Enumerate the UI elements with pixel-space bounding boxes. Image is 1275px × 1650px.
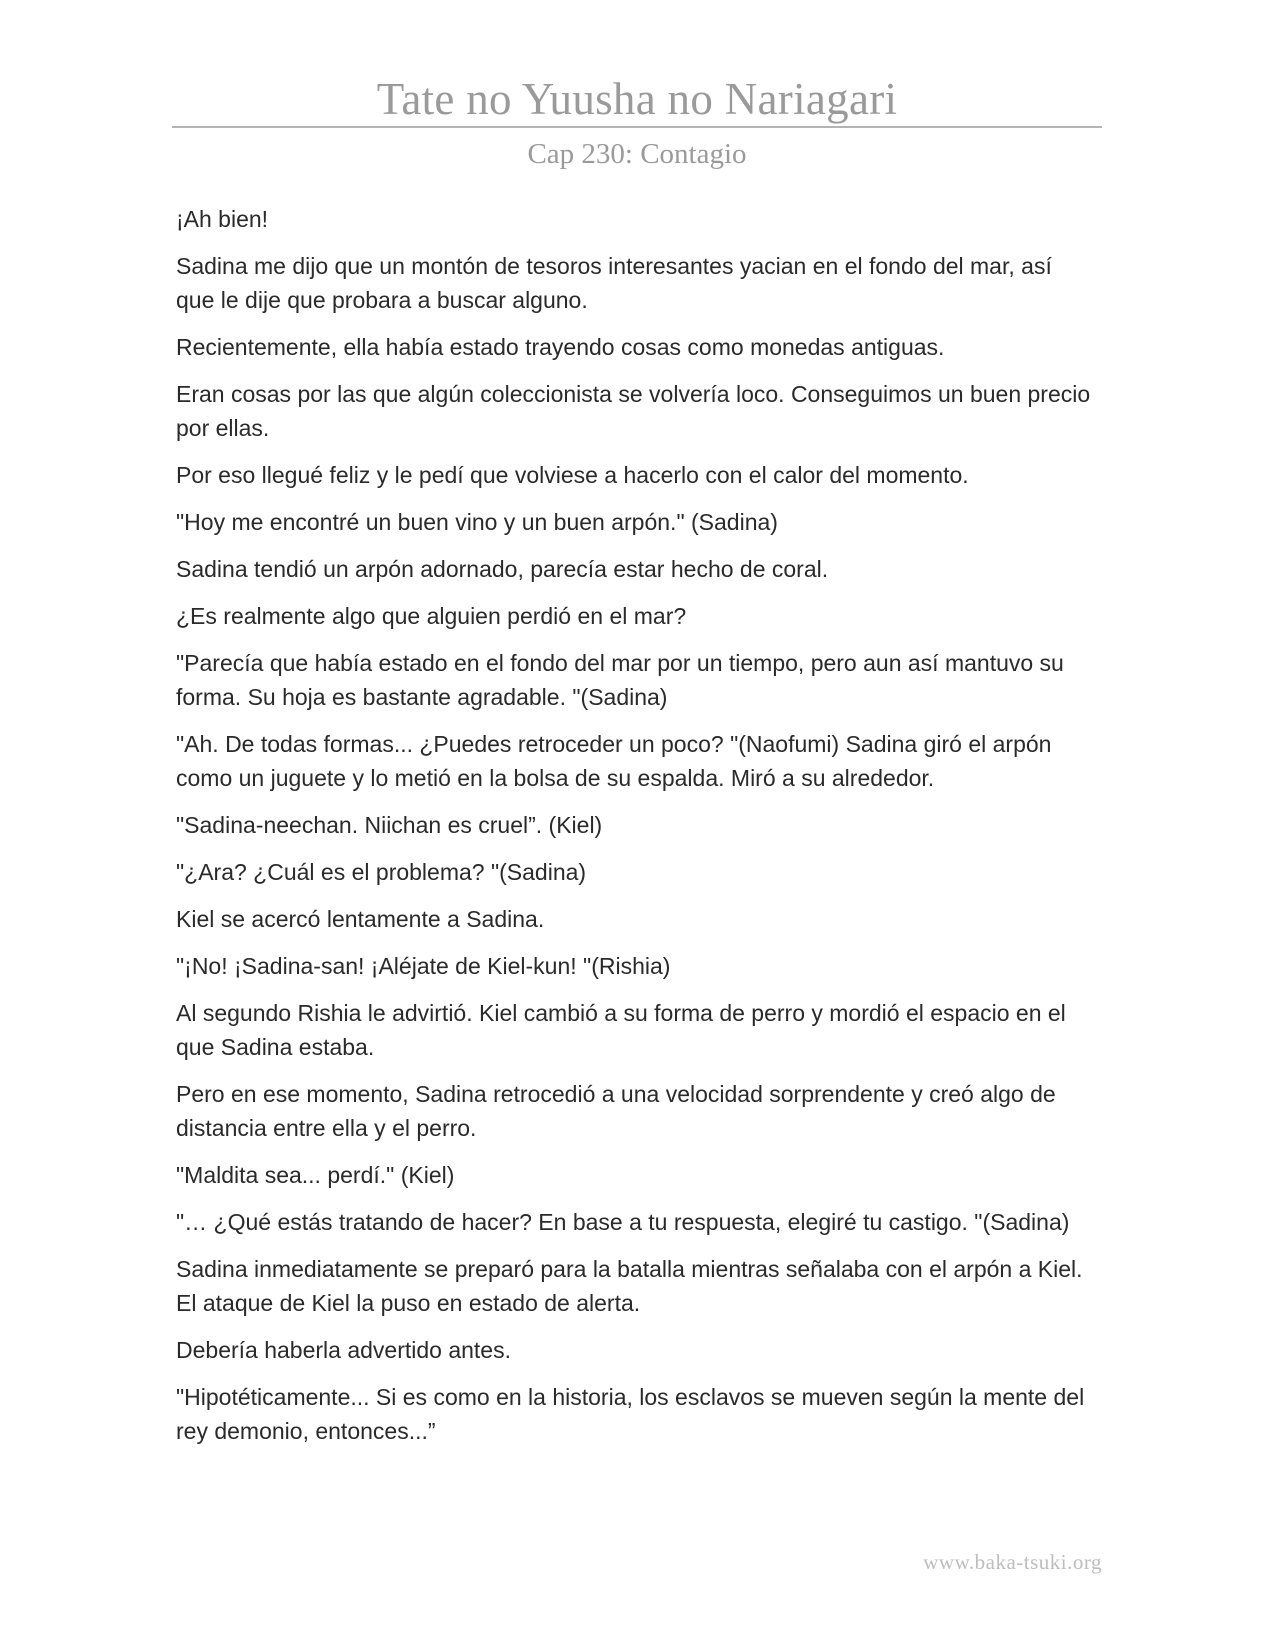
novel-title: Tate no Yuusha no Nariagari bbox=[376, 74, 898, 124]
paragraph: "¡No! ¡Sadina-san! ¡Aléjate de Kiel-kun! "(Rishia) bbox=[176, 953, 671, 979]
paragraph: "Hoy me encontré un buen vino y un buen arpón." (Sadina) bbox=[176, 509, 778, 535]
paragraph: ¡Ah bien! bbox=[176, 206, 269, 232]
page-header bbox=[172, 72, 1102, 174]
paragraph: Debería haberla advertido antes. bbox=[176, 1337, 511, 1363]
paragraph: Recientemente, ella había estado trayendo cosas como monedas antiguas. bbox=[176, 334, 945, 360]
paragraph: Pero en ese momento, Sadina retrocedió a una velocidad sorprendente y creó algo de distancia entre ella y el perro. bbox=[176, 1081, 1056, 1141]
paragraph: "Parecía que había estado en el fondo del mar por un tiempo, pero aun así mantuvo su forma. Su hoja es bastante agradable. "(Sadina) bbox=[176, 650, 1064, 710]
footer-site-url: www.baka-tsuki.org bbox=[923, 1550, 1102, 1574]
paragraph: Al segundo Rishia le advirtió. Kiel cambió a su forma de perro y mordió el espacio en el que Sadina estaba. bbox=[176, 1000, 1066, 1060]
paragraph: "Ah. De todas formas... ¿Puedes retroceder un poco? "(Naofumi) Sadina giró el arpón como un juguete y lo metió en la bolsa de su espalda. Miró a su alrededor. bbox=[176, 731, 1052, 791]
header-divider bbox=[172, 126, 1102, 128]
paragraph: Sadina inmediatamente se preparó para la batalla mientras señalaba con el arpón a Kiel. El ataque de Kiel la puso en estado de alerta. bbox=[176, 1256, 1083, 1316]
paragraph: Eran cosas por las que algún coleccionista se volvería loco. Conseguimos un buen precio por ellas. bbox=[176, 381, 1091, 441]
paragraph: Por eso llegué feliz y le pedí que volviese a hacerlo con el calor del momento. bbox=[176, 462, 969, 488]
paragraph: ¿Es realmente algo que alguien perdió en el mar? bbox=[176, 603, 687, 629]
chapter-body bbox=[176, 202, 1096, 1461]
chapter-title: Cap 230: Contagio bbox=[527, 138, 747, 170]
paragraph: "Hipotéticamente... Si es como en la historia, los esclavos se mueven según la mente del rey demonio, entonces...” bbox=[176, 1384, 1085, 1444]
paragraph: "Maldita sea... perdí." (Kiel) bbox=[176, 1162, 455, 1188]
paragraph: "… ¿Qué estás tratando de hacer? En base a tu respuesta, elegiré tu castigo. "(Sadina) bbox=[176, 1209, 1070, 1235]
paragraph: Kiel se acercó lentamente a Sadina. bbox=[176, 906, 545, 932]
paragraph: Sadina me dijo que un montón de tesoros interesantes yacian en el fondo del mar, así que le dije que probara a buscar alguno. bbox=[176, 253, 1052, 313]
paragraph: "Sadina-neechan. Niichan es cruel”. (Kiel) bbox=[176, 812, 603, 838]
paragraph: Sadina tendió un arpón adornado, parecía estar hecho de coral. bbox=[176, 556, 829, 582]
paragraph: "¿Ara? ¿Cuál es el problema? "(Sadina) bbox=[176, 859, 587, 885]
